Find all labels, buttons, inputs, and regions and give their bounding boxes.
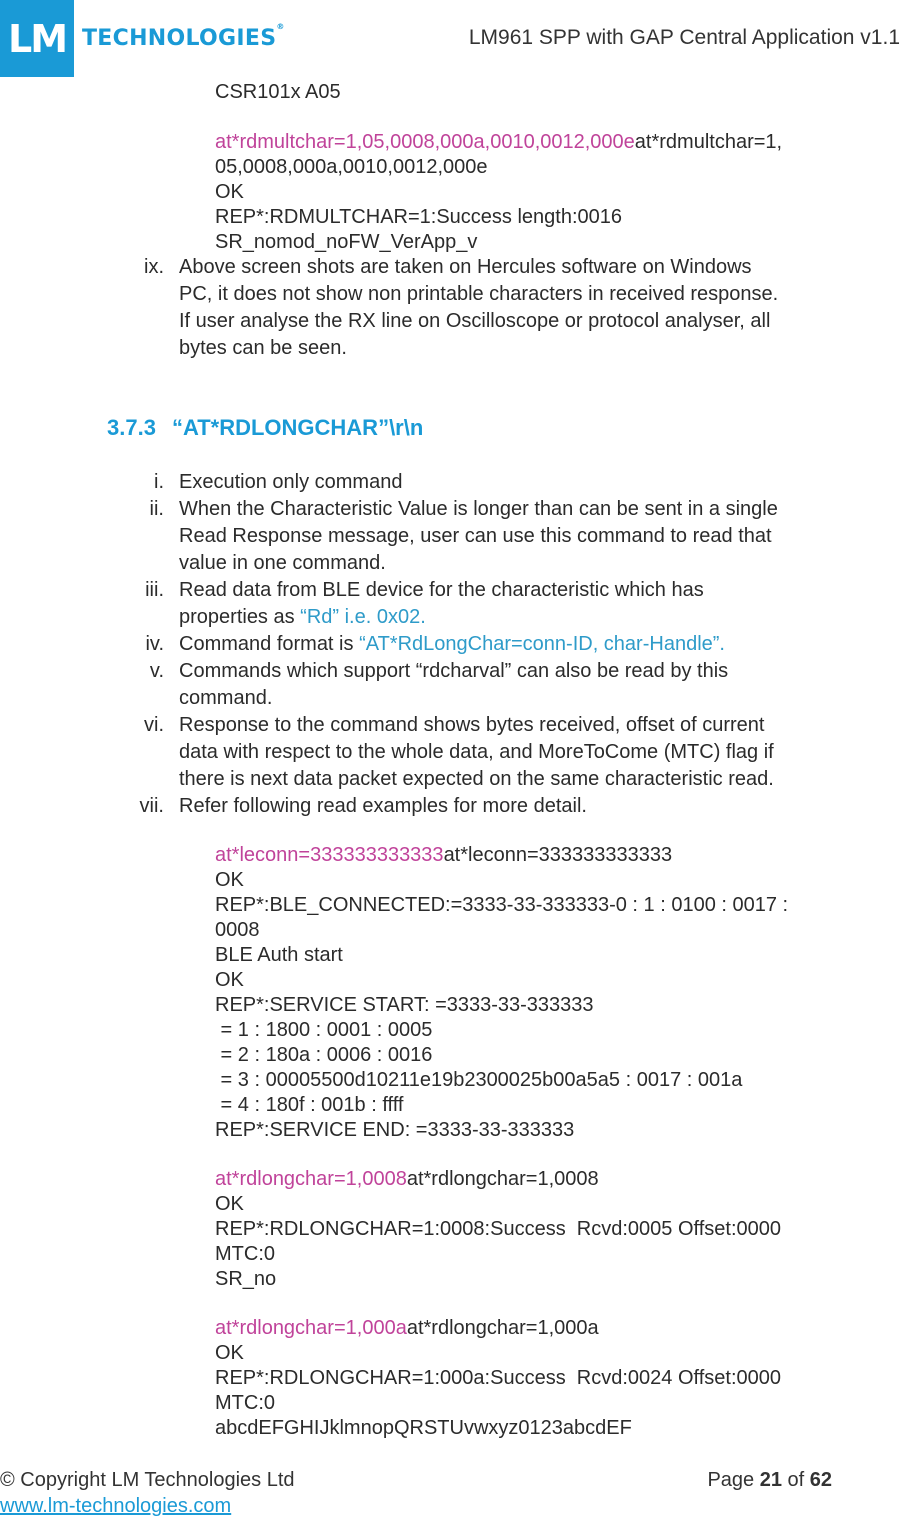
code-line: MTC:0 bbox=[215, 1392, 275, 1414]
paragraph-line: PC, it does not show non printable characters in received response. bbox=[179, 283, 779, 305]
brand-name: TECHNOLOGIES® bbox=[82, 22, 285, 51]
code-line: = 1 : 1800 : 0001 : 0005 bbox=[215, 1019, 433, 1041]
code-line: abcdEFGHIJklmnopQRSTUvwxyz0123abcdEF bbox=[215, 1417, 632, 1439]
list-item-text: Commands which support “rdcharval” can also be read by this bbox=[179, 660, 729, 682]
code-line: CSR101x A05 bbox=[215, 81, 341, 103]
code-line: BLE Auth start bbox=[215, 944, 343, 966]
list-item-text: Read Response message, user can use this command to read that bbox=[179, 525, 772, 547]
section-number: 3.7.3 bbox=[107, 415, 156, 440]
list-item-text: data with respect to the whole data, and MoreToCome (MTC) flag if bbox=[179, 741, 774, 763]
code-line: REP*:RDLONGCHAR=1:0008:Success Rcvd:0005 Offset:0000 bbox=[215, 1218, 782, 1240]
code-line: OK bbox=[215, 181, 244, 203]
list-number: ii. bbox=[149, 498, 164, 520]
paragraph-line: bytes can be seen. bbox=[179, 337, 347, 359]
echo-text: at*rdmultchar=1, bbox=[634, 131, 783, 153]
document-title: LM961 SPP with GAP Central Application v1.1 bbox=[468, 26, 900, 49]
list-item-text: When the Characteristic Value is longer than can be sent in a single bbox=[179, 498, 778, 520]
code-line: REP*:RDMULTCHAR=1:Success length:0016 bbox=[215, 206, 623, 228]
list-item-text: Execution only command bbox=[179, 471, 403, 493]
section-heading bbox=[107, 415, 423, 441]
list-item-text: there is next data packet expected on the same characteristic read. bbox=[179, 768, 774, 790]
list-number: ix. bbox=[144, 256, 164, 278]
list-item-text: command. bbox=[179, 687, 273, 709]
list-item-text: Response to the command shows bytes received, offset of current bbox=[179, 714, 765, 736]
command-format: “AT*RdLongChar=conn-ID, char-Handle”. bbox=[359, 633, 725, 655]
list-number: vi. bbox=[144, 714, 164, 736]
code-line: OK bbox=[215, 969, 244, 991]
section-title: “AT*RDLONGCHAR”\r\n bbox=[171, 415, 424, 440]
highlighted-text: “Rd” i.e. 0x02. bbox=[300, 606, 426, 628]
code-line bbox=[215, 843, 672, 868]
sent-command: at*rdlongchar=1,0008 bbox=[215, 1168, 407, 1190]
page-of: of bbox=[781, 1469, 810, 1491]
list-number: iii. bbox=[145, 579, 164, 601]
text-span: Command format is bbox=[179, 633, 360, 655]
echo-text: at*leconn=333333333333 bbox=[443, 844, 673, 866]
website-link[interactable]: www.lm-technologies.com bbox=[0, 1495, 232, 1517]
code-line: SR_nomod_noFW_VerApp_v bbox=[215, 231, 478, 253]
list-item-text: Read data from BLE device for the characteristic which has bbox=[179, 579, 704, 601]
sent-command: at*leconn=333333333333 bbox=[215, 844, 444, 866]
current-page: 21 bbox=[759, 1469, 782, 1491]
sent-command: at*rdmultchar=1,05,0008,000a,0010,0012,000e bbox=[215, 131, 635, 153]
code-line: REP*:RDLONGCHAR=1:000a:Success Rcvd:0024 Offset:0000 bbox=[215, 1367, 782, 1389]
code-line: REP*:BLE_CONNECTED:=3333-33-333333-0 : 1 : 0100 : 0017 : bbox=[215, 894, 789, 916]
list-number: vii. bbox=[139, 795, 164, 817]
code-line: = 3 : 00005500d10211e19b2300025b00a5a5 : 0017 : 001a bbox=[215, 1069, 743, 1091]
code-line: OK bbox=[215, 1342, 244, 1364]
echo-text: at*rdlongchar=1,0008 bbox=[406, 1168, 599, 1190]
code-line: OK bbox=[215, 869, 244, 891]
paragraph-line: If user analyse the RX line on Oscilloscope or protocol analyser, all bbox=[179, 310, 771, 332]
company-logo: LM bbox=[0, 0, 74, 77]
page-number bbox=[707, 1469, 832, 1492]
code-line: = 4 : 180f : 001b : ffff bbox=[215, 1094, 404, 1116]
text-span: properties as bbox=[179, 606, 301, 628]
code-line bbox=[215, 1316, 599, 1341]
code-line: REP*:SERVICE START: =3333-33-333333 bbox=[215, 994, 594, 1016]
code-line bbox=[215, 130, 782, 155]
page-label: Page bbox=[707, 1469, 760, 1491]
total-pages: 62 bbox=[809, 1469, 832, 1491]
code-line: SR_no bbox=[215, 1268, 277, 1290]
paragraph-line: Above screen shots are taken on Hercules software on Windows bbox=[179, 256, 752, 278]
code-line: OK bbox=[215, 1193, 244, 1215]
code-line: 05,0008,000a,0010,0012,000e bbox=[215, 156, 488, 178]
code-line: MTC:0 bbox=[215, 1243, 275, 1265]
copyright-notice: © Copyright LM Technologies Ltd bbox=[0, 1469, 295, 1491]
list-item-text: value in one command. bbox=[179, 552, 386, 574]
sent-command: at*rdlongchar=1,000a bbox=[215, 1317, 407, 1339]
code-line: REP*:SERVICE END: =3333-33-333333 bbox=[215, 1119, 575, 1141]
code-line bbox=[215, 1167, 599, 1192]
echo-text: at*rdlongchar=1,000a bbox=[406, 1317, 599, 1339]
list-item-text: Refer following read examples for more detail. bbox=[179, 795, 587, 817]
code-line: 0008 bbox=[215, 919, 260, 941]
list-number: iv. bbox=[145, 633, 164, 655]
list-item-text bbox=[179, 604, 426, 631]
list-number: v. bbox=[149, 660, 164, 682]
code-line: = 2 : 180a : 0006 : 0016 bbox=[215, 1044, 433, 1066]
list-item-text bbox=[179, 631, 725, 658]
list-number: i. bbox=[154, 471, 164, 493]
